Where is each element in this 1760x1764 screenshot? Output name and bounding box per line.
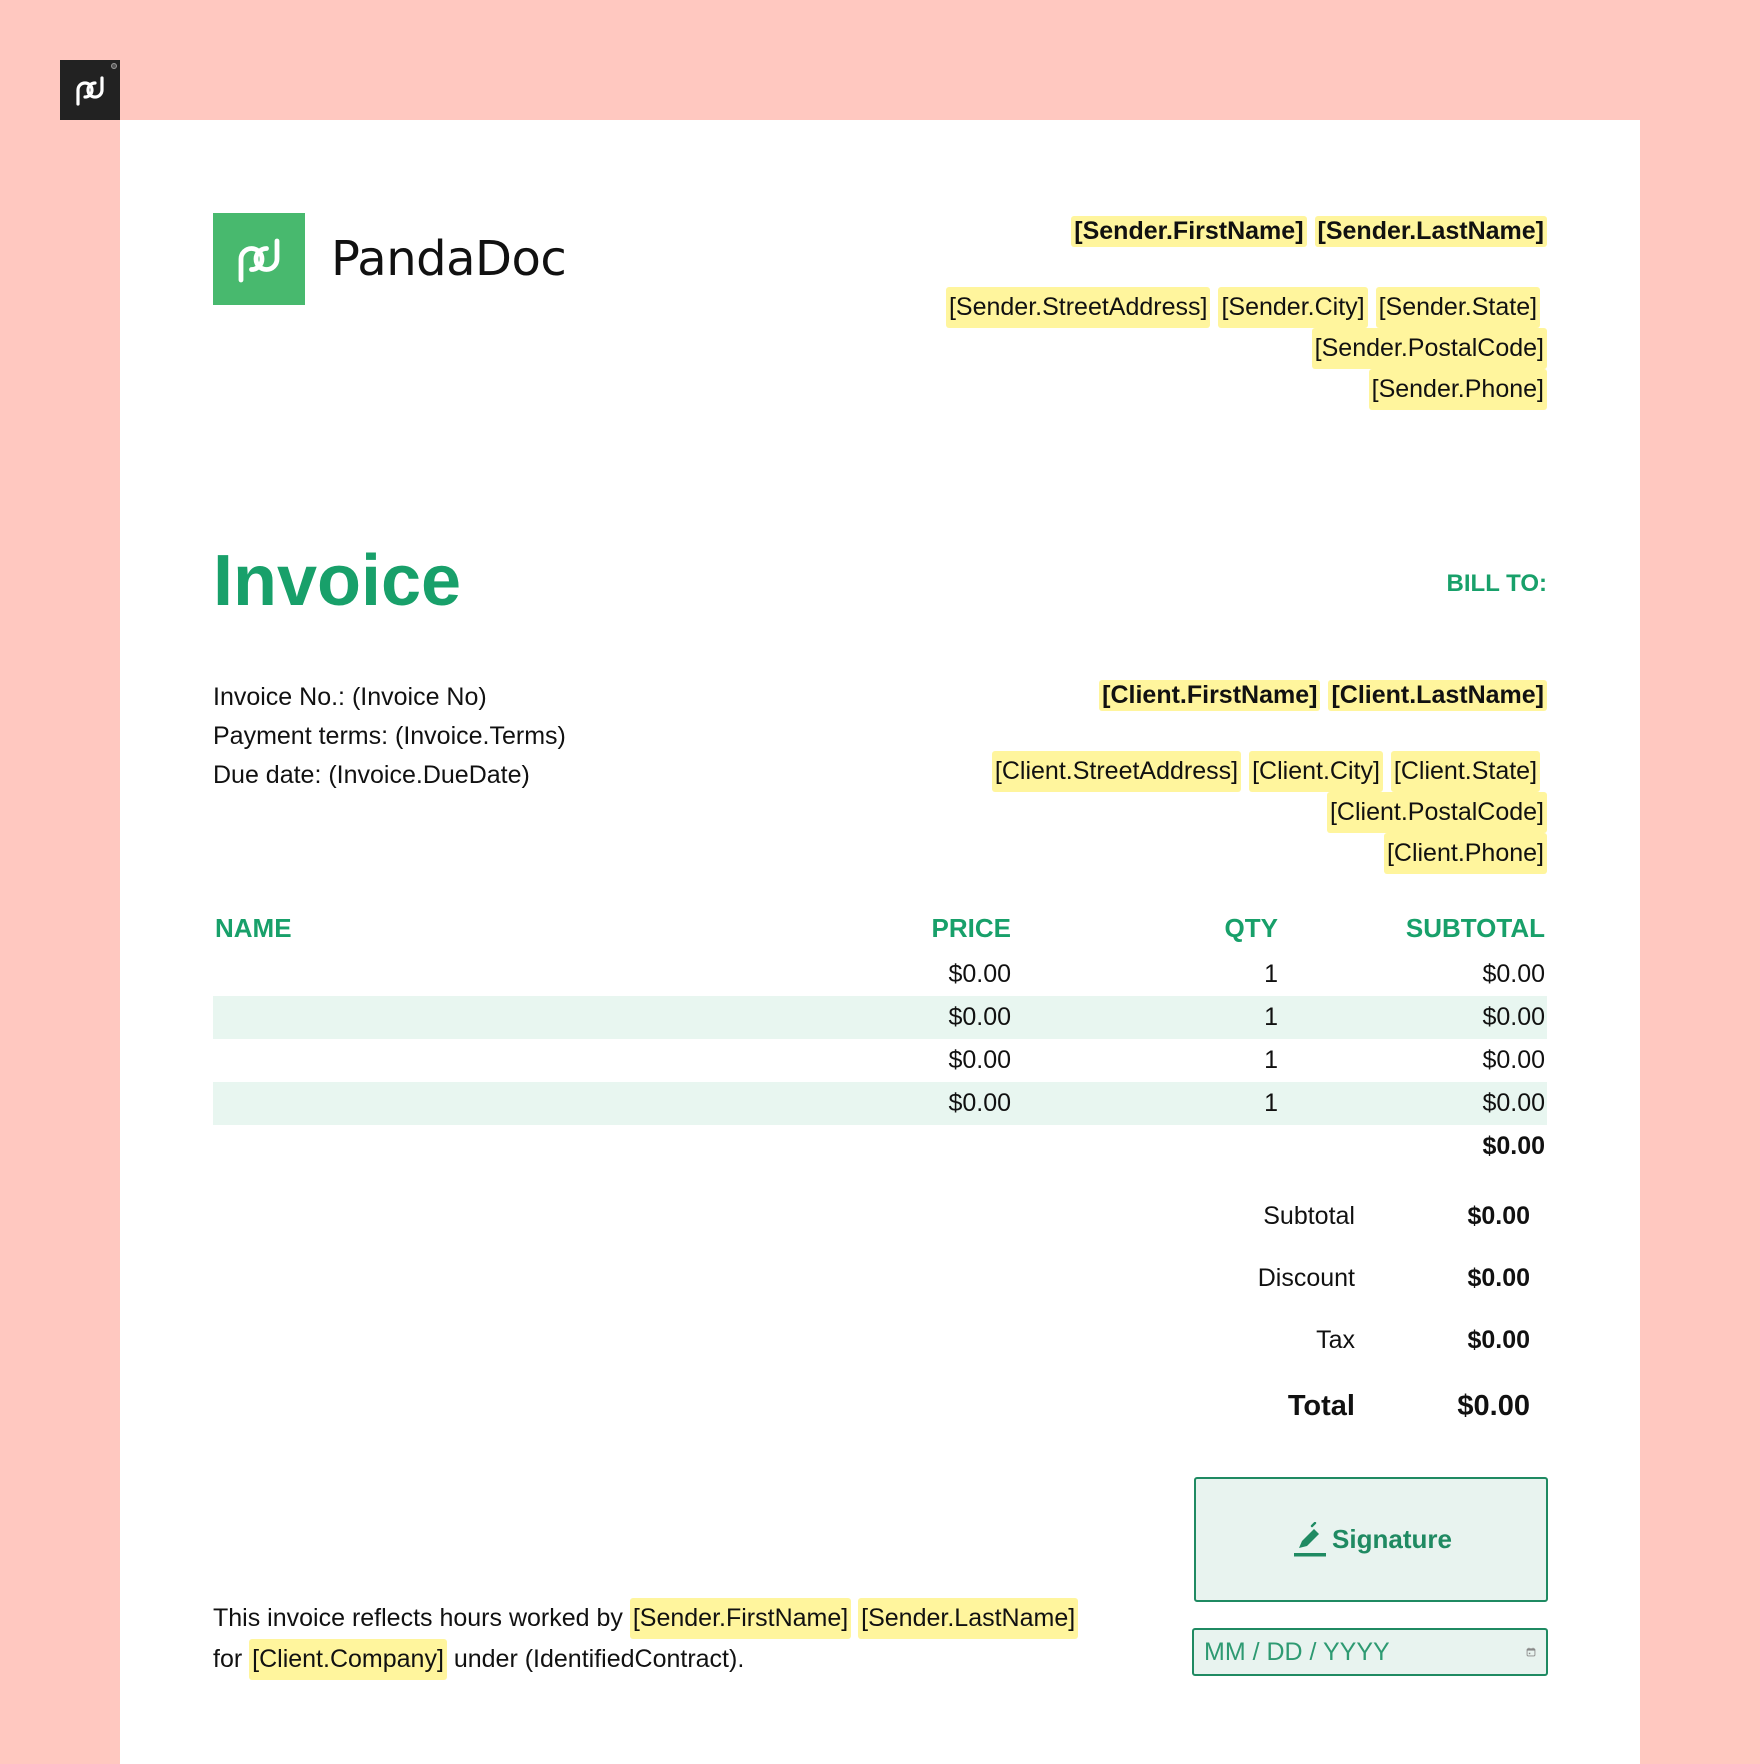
item-qty[interactable]: 1 bbox=[1264, 960, 1278, 988]
tax-value: $0.00 bbox=[1467, 1325, 1530, 1354]
tax-row bbox=[1160, 1309, 1530, 1371]
invoice-meta bbox=[213, 678, 566, 795]
sender-first-name-field[interactable]: [Sender.FirstName] bbox=[1071, 216, 1306, 247]
item-price[interactable]: $0.00 bbox=[948, 1003, 1011, 1031]
client-phone-field[interactable]: [Client.Phone] bbox=[1384, 833, 1547, 874]
table-sum-row bbox=[213, 1125, 1547, 1168]
pandadoc-mark-icon bbox=[229, 229, 289, 289]
item-price[interactable]: $0.00 bbox=[948, 960, 1011, 988]
signature-label: Signature bbox=[1332, 1524, 1452, 1554]
invoice-note bbox=[213, 1598, 1133, 1680]
item-subtotal: $0.00 bbox=[1482, 1003, 1545, 1031]
sender-state-field[interactable]: [Sender.State] bbox=[1376, 287, 1540, 328]
bill-to-label: BILL TO: bbox=[1446, 570, 1547, 597]
line-items-table bbox=[213, 903, 1547, 1168]
brand-name: PandaDoc bbox=[331, 231, 567, 287]
signature-field[interactable] bbox=[1194, 1477, 1548, 1602]
client-state-field[interactable]: [Client.State] bbox=[1391, 751, 1540, 792]
client-phone-line bbox=[984, 833, 1547, 874]
sender-name bbox=[938, 216, 1547, 247]
client-street-field[interactable]: [Client.StreetAddress] bbox=[992, 751, 1241, 792]
page-title: Invoice bbox=[213, 541, 462, 621]
invoice-page bbox=[120, 120, 1640, 1764]
client-block bbox=[984, 680, 1547, 874]
sender-city-field[interactable]: [Sender.City] bbox=[1218, 287, 1367, 328]
table-header bbox=[213, 903, 1547, 953]
table-row[interactable] bbox=[213, 996, 1547, 1039]
sender-phone-line bbox=[938, 369, 1547, 410]
items-sum: $0.00 bbox=[1482, 1132, 1545, 1160]
item-subtotal: $0.00 bbox=[1482, 960, 1545, 988]
sender-postal-line bbox=[938, 328, 1547, 369]
table-row[interactable] bbox=[213, 1082, 1547, 1125]
date-input[interactable] bbox=[1204, 1638, 1526, 1667]
subtotal-row bbox=[1160, 1185, 1530, 1247]
discount-value: $0.00 bbox=[1467, 1263, 1530, 1292]
client-first-name-field[interactable]: [Client.FirstName] bbox=[1099, 680, 1320, 711]
totals-summary bbox=[1160, 1185, 1530, 1441]
col-price-header: PRICE bbox=[931, 912, 1011, 943]
sender-block bbox=[938, 216, 1547, 410]
brand-header bbox=[213, 213, 566, 305]
subtotal-value: $0.00 bbox=[1467, 1201, 1530, 1230]
col-qty-header: QTY bbox=[1224, 912, 1278, 943]
total-row bbox=[1160, 1371, 1530, 1441]
subtotal-label: Subtotal bbox=[1263, 1201, 1355, 1230]
table-row[interactable] bbox=[213, 953, 1547, 996]
corner-logo bbox=[60, 60, 120, 120]
registered-mark-icon bbox=[111, 63, 117, 69]
sender-street-field[interactable]: [Sender.StreetAddress] bbox=[946, 287, 1210, 328]
client-name bbox=[984, 680, 1547, 711]
item-subtotal: $0.00 bbox=[1482, 1046, 1545, 1074]
discount-row bbox=[1160, 1247, 1530, 1309]
invoice-number: Invoice No.: (Invoice No) bbox=[213, 683, 487, 711]
col-name-header: NAME bbox=[215, 912, 292, 943]
item-price[interactable]: $0.00 bbox=[948, 1046, 1011, 1074]
total-label: Total bbox=[1287, 1389, 1355, 1422]
note-client-company-field[interactable]: [Client.Company] bbox=[249, 1639, 447, 1680]
payment-terms: Payment terms: (Invoice.Terms) bbox=[213, 722, 566, 750]
discount-label: Discount bbox=[1257, 1263, 1355, 1292]
total-value: $0.00 bbox=[1457, 1389, 1530, 1422]
sender-last-name-field[interactable]: [Sender.LastName] bbox=[1315, 216, 1547, 247]
note-text: This invoice reflects hours worked by bbox=[213, 1604, 623, 1632]
item-qty[interactable]: 1 bbox=[1264, 1089, 1278, 1117]
client-city-field[interactable]: [Client.City] bbox=[1249, 751, 1383, 792]
col-subtotal-header: SUBTOTAL bbox=[1405, 912, 1545, 943]
client-postal-field[interactable]: [Client.PostalCode] bbox=[1327, 792, 1547, 833]
table-row[interactable] bbox=[213, 1039, 1547, 1082]
pandadoc-mark-icon bbox=[70, 70, 110, 110]
due-date: Due date: (Invoice.DueDate) bbox=[213, 761, 530, 789]
item-qty[interactable]: 1 bbox=[1264, 1003, 1278, 1031]
signature-date-field[interactable] bbox=[1192, 1628, 1548, 1676]
sender-address-line bbox=[938, 287, 1547, 328]
calendar-icon[interactable] bbox=[1526, 1638, 1536, 1666]
note-text: for bbox=[213, 1645, 243, 1673]
pandadoc-logo bbox=[213, 213, 305, 305]
sender-postal-field[interactable]: [Sender.PostalCode] bbox=[1312, 328, 1547, 369]
client-address-line bbox=[984, 751, 1547, 792]
note-sender-first-name-field[interactable]: [Sender.FirstName] bbox=[630, 1598, 851, 1639]
item-qty[interactable]: 1 bbox=[1264, 1046, 1278, 1074]
note-sender-last-name-field[interactable]: [Sender.LastName] bbox=[858, 1598, 1078, 1639]
client-last-name-field[interactable]: [Client.LastName] bbox=[1328, 680, 1547, 711]
item-subtotal: $0.00 bbox=[1482, 1089, 1545, 1117]
item-price[interactable]: $0.00 bbox=[948, 1089, 1011, 1117]
note-text: under (IdentifiedContract). bbox=[453, 1645, 745, 1673]
pen-icon bbox=[1290, 1522, 1326, 1558]
tax-label: Tax bbox=[1316, 1325, 1355, 1354]
client-postal-line bbox=[984, 792, 1547, 833]
sender-phone-field[interactable]: [Sender.Phone] bbox=[1369, 369, 1547, 410]
